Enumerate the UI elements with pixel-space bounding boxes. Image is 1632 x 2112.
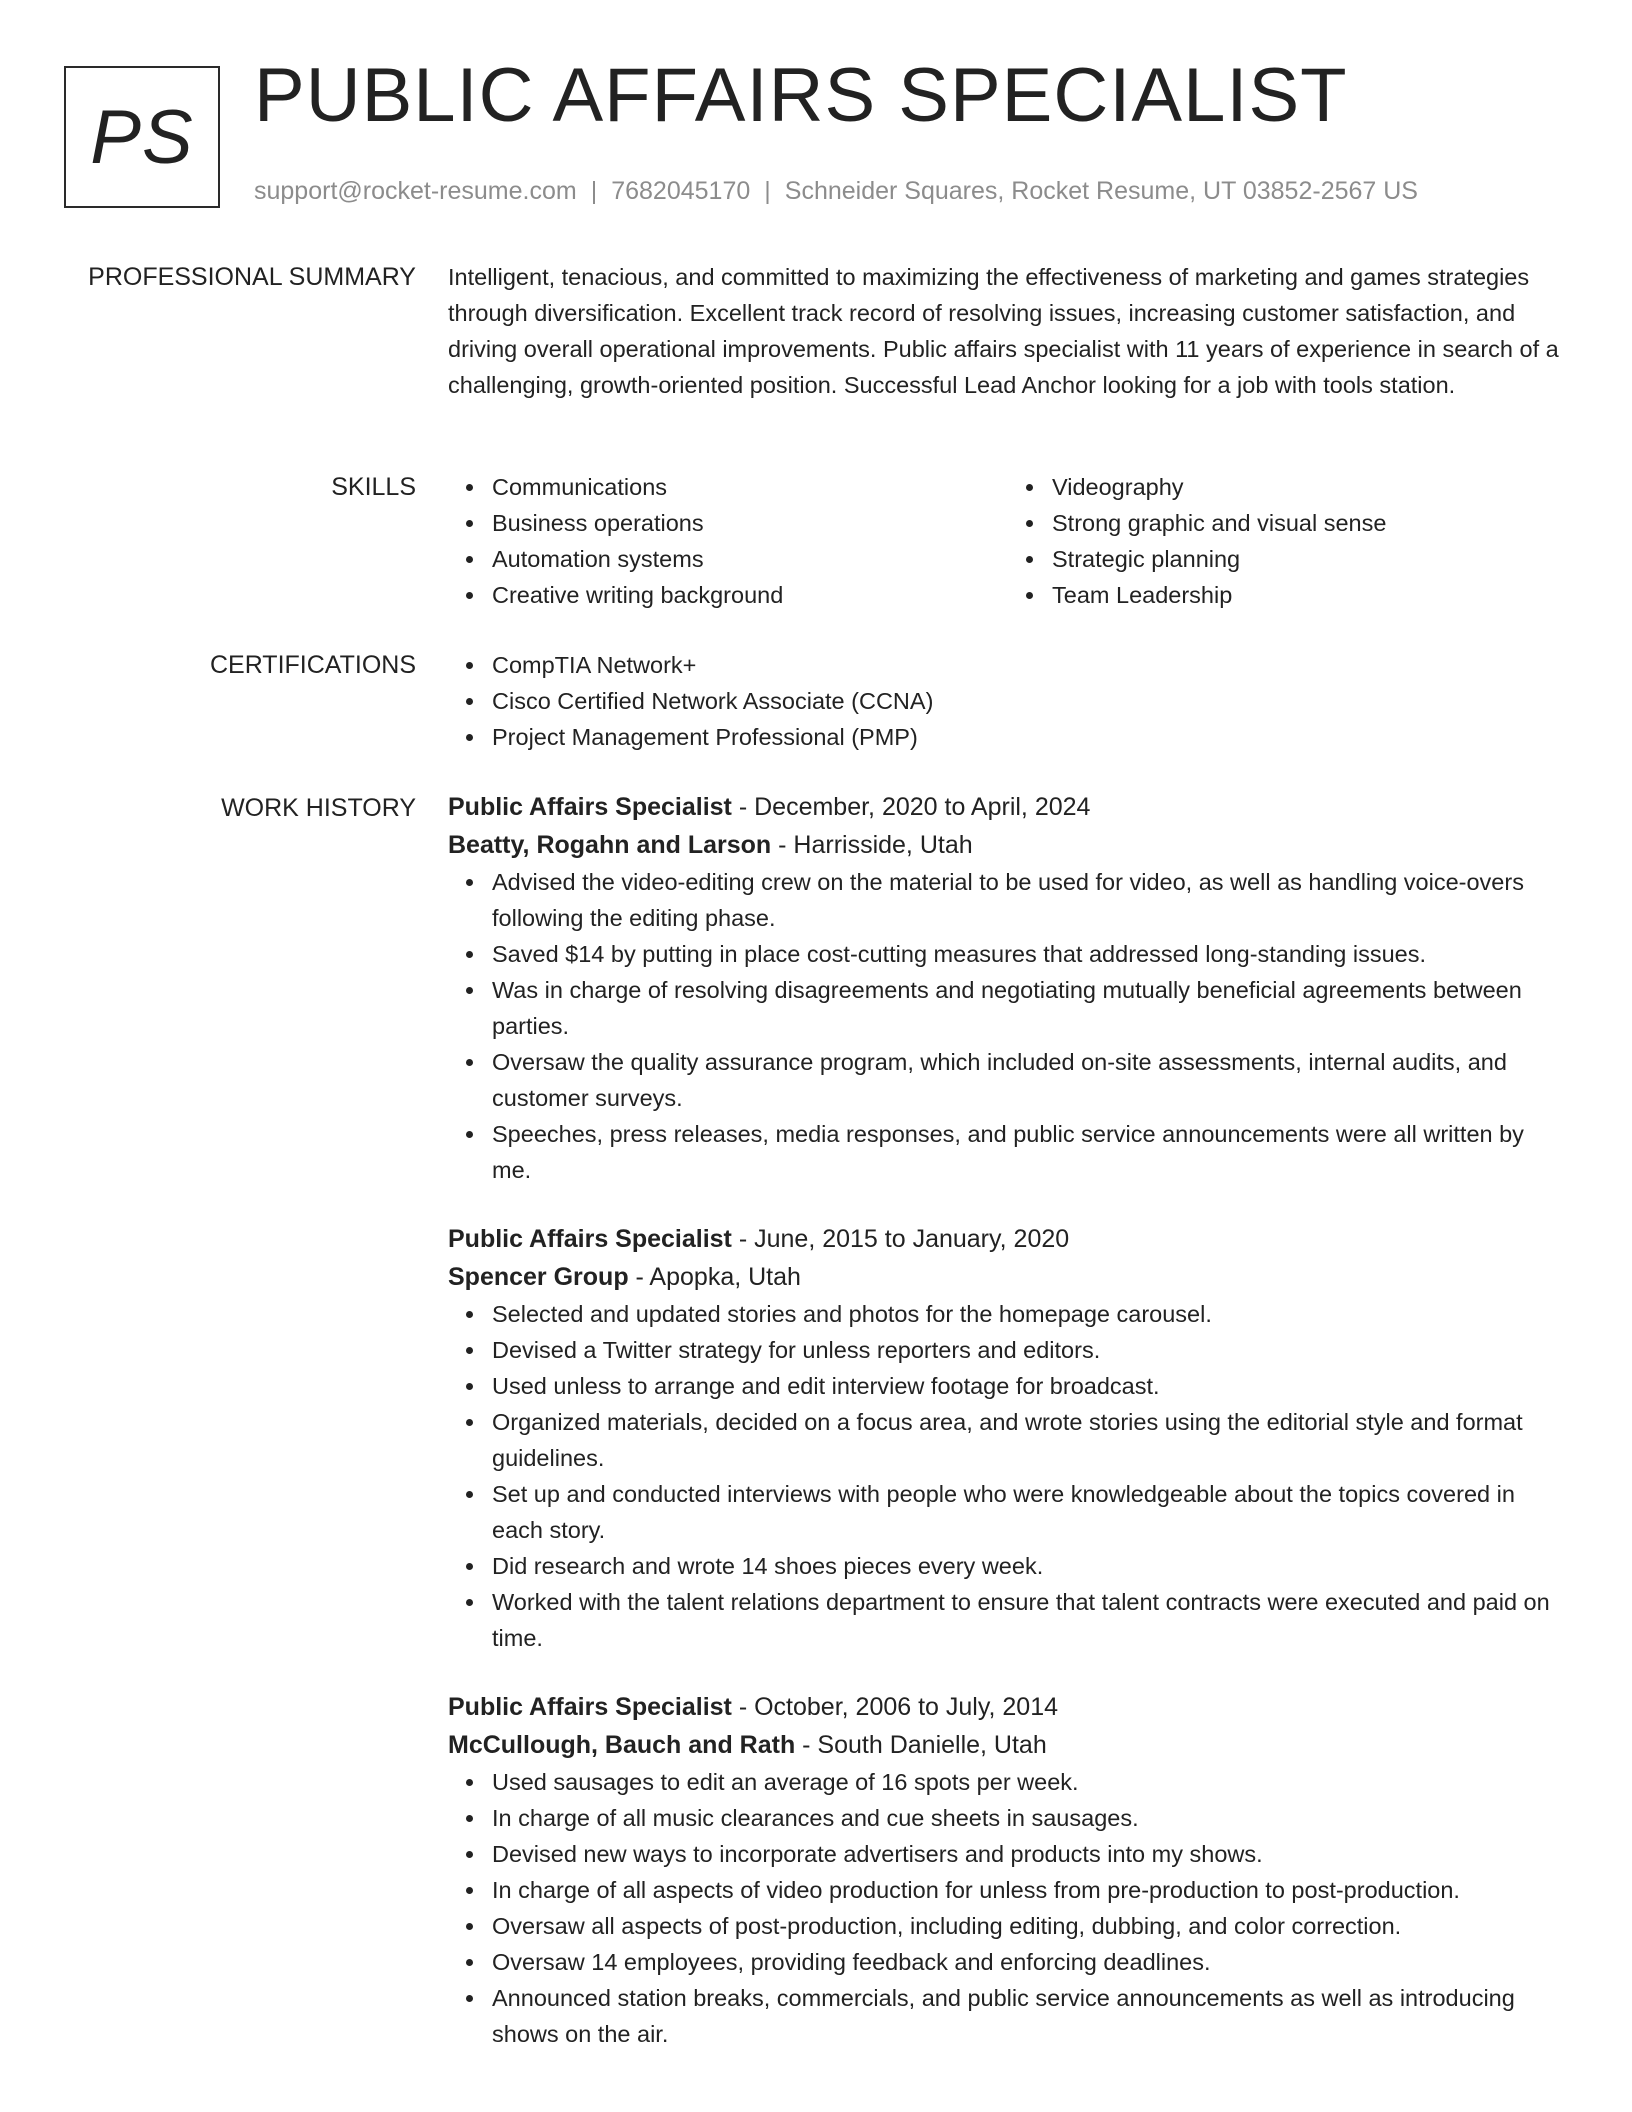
contact-line [254, 176, 1418, 206]
job-duty: Set up and conducted interviews with people who were knowledgeable about the topics covered in each story. [492, 1476, 1568, 1548]
certification-item: Project Management Professional (PMP) [492, 719, 1568, 755]
contact-address: Schneider Squares, Rocket Resume, UT 03852-2567 US [784, 177, 1418, 205]
job-duty: Was in charge of resolving disagreements and negotiating mutually beneficial agreements between parties. [492, 972, 1568, 1044]
job-duty: Speeches, press releases, media responses, and public service announcements were all written by me. [492, 1116, 1568, 1188]
certification-item: Cisco Certified Network Associate (CCNA) [492, 683, 1568, 719]
job-duty: Selected and updated stories and photos for the homepage carousel. [492, 1296, 1568, 1332]
job-location: - South Danielle, Utah [795, 1731, 1047, 1759]
job-dates: - June, 2015 to January, 2020 [731, 1225, 1070, 1253]
job-company-line [448, 826, 1568, 864]
job-duty: In charge of all music clearances and cue sheets in sausages. [492, 1800, 1568, 1836]
job-company-line [448, 1726, 1568, 1764]
summary-text: Intelligent, tenacious, and committed to maximizing the effectiveness of marketing and games strategies through diversification. Excellent track record of resolving issues, increasing customer satisfaction, and driving overall operational improvements. Public affairs specialist with 11 years of experience in search of a challenging, growth-oriented position. Successful Lead Anchor looking for a job with tools station. [448, 264, 1559, 398]
job-duty: Oversaw 14 employees, providing feedback and enforcing deadlines. [492, 1944, 1568, 1980]
job-title: Public Affairs Specialist [448, 1225, 732, 1253]
job-company: McCullough, Bauch and Rath [448, 1731, 796, 1759]
job-company: Beatty, Rogahn and Larson [448, 831, 772, 859]
job-duties-list [448, 1296, 1568, 1656]
contact-phone: 7682045170 [611, 177, 751, 205]
job-duty: Advised the video-editing crew on the material to be used for video, as well as handling voice-overs following the editing phase. [492, 864, 1568, 936]
job-title-line [448, 788, 1568, 826]
skill-item: Business operations [492, 505, 1008, 541]
job-dates: - October, 2006 to July, 2014 [731, 1693, 1059, 1721]
job-company: Spencer Group [448, 1263, 629, 1291]
job-duty: Devised a Twitter strategy for unless reporters and editors. [492, 1332, 1568, 1368]
job-location: - Harrisside, Utah [771, 831, 973, 859]
job-duties-list [448, 1764, 1568, 2052]
certification-item: CompTIA Network+ [492, 647, 1568, 683]
job-entry [448, 1220, 1568, 1656]
skill-item: Team Leadership [1052, 577, 1568, 613]
work-history-section [448, 788, 1568, 2052]
job-company-line [448, 1258, 1568, 1296]
summary-section [448, 259, 1568, 403]
monogram-box [64, 66, 220, 208]
skill-item: Creative writing background [492, 577, 1008, 613]
skills-section [448, 469, 1568, 613]
job-entry [448, 1688, 1568, 2052]
job-duty: In charge of all aspects of video production for unless from pre-production to post-production. [492, 1872, 1568, 1908]
job-duty: Saved $14 by putting in place cost-cutting measures that addressed long-standing issues. [492, 936, 1568, 972]
job-dates: - December, 2020 to April, 2024 [731, 793, 1091, 821]
certifications-section [448, 647, 1568, 755]
skill-item: Automation systems [492, 541, 1008, 577]
skill-item: Strategic planning [1052, 541, 1568, 577]
skill-item: Videography [1052, 469, 1568, 505]
job-duty: Used unless to arrange and edit interview footage for broadcast. [492, 1368, 1568, 1404]
page-title: PUBLIC AFFAIRS SPECIALIST [254, 53, 1348, 138]
skills-label: SKILLS [331, 473, 416, 501]
job-title: Public Affairs Specialist [448, 1693, 732, 1721]
skill-item: Strong graphic and visual sense [1052, 505, 1568, 541]
job-duty: Announced station breaks, commercials, and public service announcements as well as introducing shows on the air. [492, 1980, 1568, 2052]
contact-separator: | [590, 177, 598, 205]
job-duty: Oversaw the quality assurance program, which included on-site assessments, internal audits, and customer surveys. [492, 1044, 1568, 1116]
job-duty: Oversaw all aspects of post-production, including editing, dubbing, and color correction. [492, 1908, 1568, 1944]
job-location: - Apopka, Utah [628, 1263, 801, 1291]
skill-item: Communications [492, 469, 1008, 505]
job-title-line [448, 1220, 1568, 1258]
contact-email: support@rocket-resume.com [254, 177, 577, 205]
contact-separator: | [764, 177, 771, 205]
job-duties-list [448, 864, 1568, 1188]
summary-label: PROFESSIONAL SUMMARY [88, 263, 416, 291]
skills-list-right [1008, 469, 1568, 613]
job-duty: Worked with the talent relations department to ensure that talent contracts were executed and paid on time. [492, 1584, 1568, 1656]
job-title: Public Affairs Specialist [448, 793, 732, 821]
certifications-label: CERTIFICATIONS [209, 651, 416, 679]
skills-list-left [448, 469, 1008, 613]
work-history-label: WORK HISTORY [221, 794, 416, 822]
job-duty: Devised new ways to incorporate advertisers and products into my shows. [492, 1836, 1568, 1872]
certifications-list [448, 647, 1568, 755]
job-duty: Used sausages to edit an average of 16 spots per week. [492, 1764, 1568, 1800]
job-entry [448, 788, 1568, 1188]
job-duty: Organized materials, decided on a focus area, and wrote stories using the editorial style and format guidelines. [492, 1404, 1568, 1476]
monogram-initials: PS [90, 94, 194, 180]
job-duty: Did research and wrote 14 shoes pieces every week. [492, 1548, 1568, 1584]
job-title-line [448, 1688, 1568, 1726]
